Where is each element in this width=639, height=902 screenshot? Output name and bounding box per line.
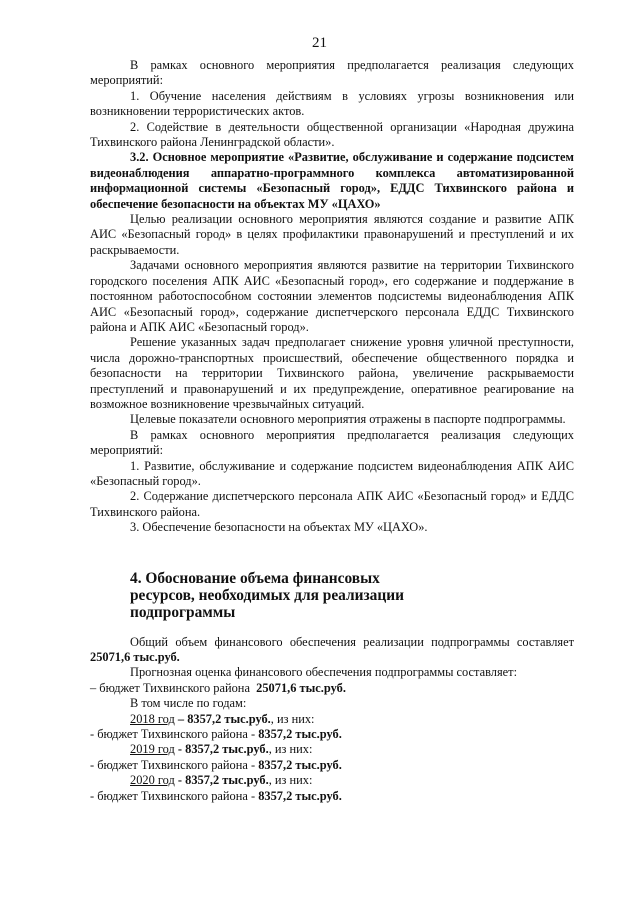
list-item: 2. Содержание диспетчерского персонала АПК АИС «Безопасный город» и ЕДДС Тихвинского района. — [90, 489, 574, 519]
year-budget-label: - бюджет Тихвинского района - — [90, 788, 259, 803]
page-number: 21 — [312, 35, 327, 51]
list-item: 1. Обучение населения действиям в условиях угрозы возникновения или возникновении террористических актов. — [90, 88, 574, 119]
section-heading-line: 4. Обоснование объема финансовых — [130, 569, 380, 587]
year-tail: , из них: — [268, 742, 313, 757]
paragraph-tasks: Задачами основного мероприятия являются развитие на территории Тихвинского городского поселения АПК АИС «Безопасный город», его содержание и поддержание в постоянном работоспособном состоянии элементов подсистемы видеонаблюдения АПК АИС «Безопасный город», содержание диспетчерского персонала ЕДДС Тихвинского района и АПК АИС «Безопасный город». — [90, 258, 574, 334]
sec32-intro: В рамках основного мероприятия предполагается реализация следующих мероприятий: — [90, 58, 574, 88]
paragraph-indicators: Целевые показатели основного мероприятия отражены в паспорте подпрограммы. — [130, 412, 566, 427]
year-budget-value: 8357,2 тыс.руб. — [258, 757, 342, 772]
year-budget-line-2019 — [90, 758, 574, 773]
budget-value: 25071,6 тыс.руб. — [256, 680, 346, 695]
page-body — [90, 58, 574, 804]
budget-label: – бюджет Тихвинского района — [90, 680, 250, 695]
list-item: 3. Обеспечение безопасности на объектах МУ «ЦАХО». — [130, 520, 428, 535]
year-budget-value: 8357,2 тыс.руб. — [258, 727, 342, 742]
total-text: Общий объем финансового обеспечения реализации подпрограммы составляет — [130, 634, 574, 649]
year-budget-label: - бюджет Тихвинского района - — [90, 727, 259, 742]
year-amount: 8357,2 тыс.руб. — [187, 711, 271, 726]
total-value: 25071,6 тыс.руб. — [90, 650, 180, 664]
year-budget-label: - бюджет Тихвинского района - — [90, 757, 259, 772]
year-tail: , из них: — [270, 711, 315, 726]
year-label: 2018 год — [130, 711, 175, 726]
by-years-label: В том числе по годам: — [130, 696, 247, 711]
year-sep: - — [174, 773, 186, 788]
year-label: 2019 год — [130, 742, 175, 757]
year-sep: – — [174, 711, 188, 726]
paragraph-solution: Решение указанных задач предполагает снижение уровня уличной преступности, числа дорожно-транспортных происшествий, обеспечение общественного порядка и безопасности на территории Тихвинского района, увеличение раскрываемости преступлений и правонарушений и их предупреждение, оперативное реагирование на возможное возникновение чрезвычайных ситуаций. — [90, 335, 574, 411]
paragraph-intro-2: В рамках основного мероприятия предполагается реализация следующих мероприятий: — [90, 427, 574, 458]
year-line-2019 — [90, 742, 574, 757]
section-heading-line: подпрограммы — [130, 603, 236, 621]
list-item: 1. Развитие, обслуживание и содержание подсистем видеонаблюдения АПК АИС «Безопасный город». — [90, 458, 574, 488]
year-amount: 8357,2 тыс.руб. — [185, 773, 269, 788]
paragraph-forecast: Прогнозная оценка финансового обеспечения подпрограммы составляет: — [130, 665, 518, 680]
section-heading-3-2: 3.2. Основное мероприятие «Развитие, обслуживание и содержание подсистем видеонаблюдения аппаратно-программного комплекса автоматизированной информационной системы «Безопасный город», ЕДДС Тихвинского района и обеспечение безопасности на объектах МУ «ЦАХО» — [90, 150, 574, 211]
year-tail: , из них: — [268, 773, 313, 788]
section-heading-line: ресурсов, необходимых для реализации — [130, 586, 404, 604]
year-label: 2020 год — [130, 773, 175, 788]
year-budget-value: 8357,2 тыс.руб. — [258, 788, 342, 803]
paragraph-total — [90, 635, 574, 666]
year-line-2018 — [90, 712, 574, 727]
year-budget-line-2018 — [90, 727, 574, 742]
year-budget-line-2020 — [90, 789, 574, 804]
section-heading-4 — [90, 570, 574, 621]
list-item: 2. Содействие в деятельности общественной организации «Народная дружина Тихвинского района Ленинградской области». — [90, 119, 574, 150]
year-sep: - — [174, 742, 186, 757]
year-line-2020 — [90, 773, 574, 788]
year-amount: 8357,2 тыс.руб. — [185, 742, 269, 757]
budget-line — [90, 681, 574, 696]
paragraph-goal: Целью реализации основного мероприятия являются создание и развитие АПК АИС «Безопасный город» в целях профилактики правонарушений и преступлений и их раскрываемости. — [90, 212, 574, 257]
